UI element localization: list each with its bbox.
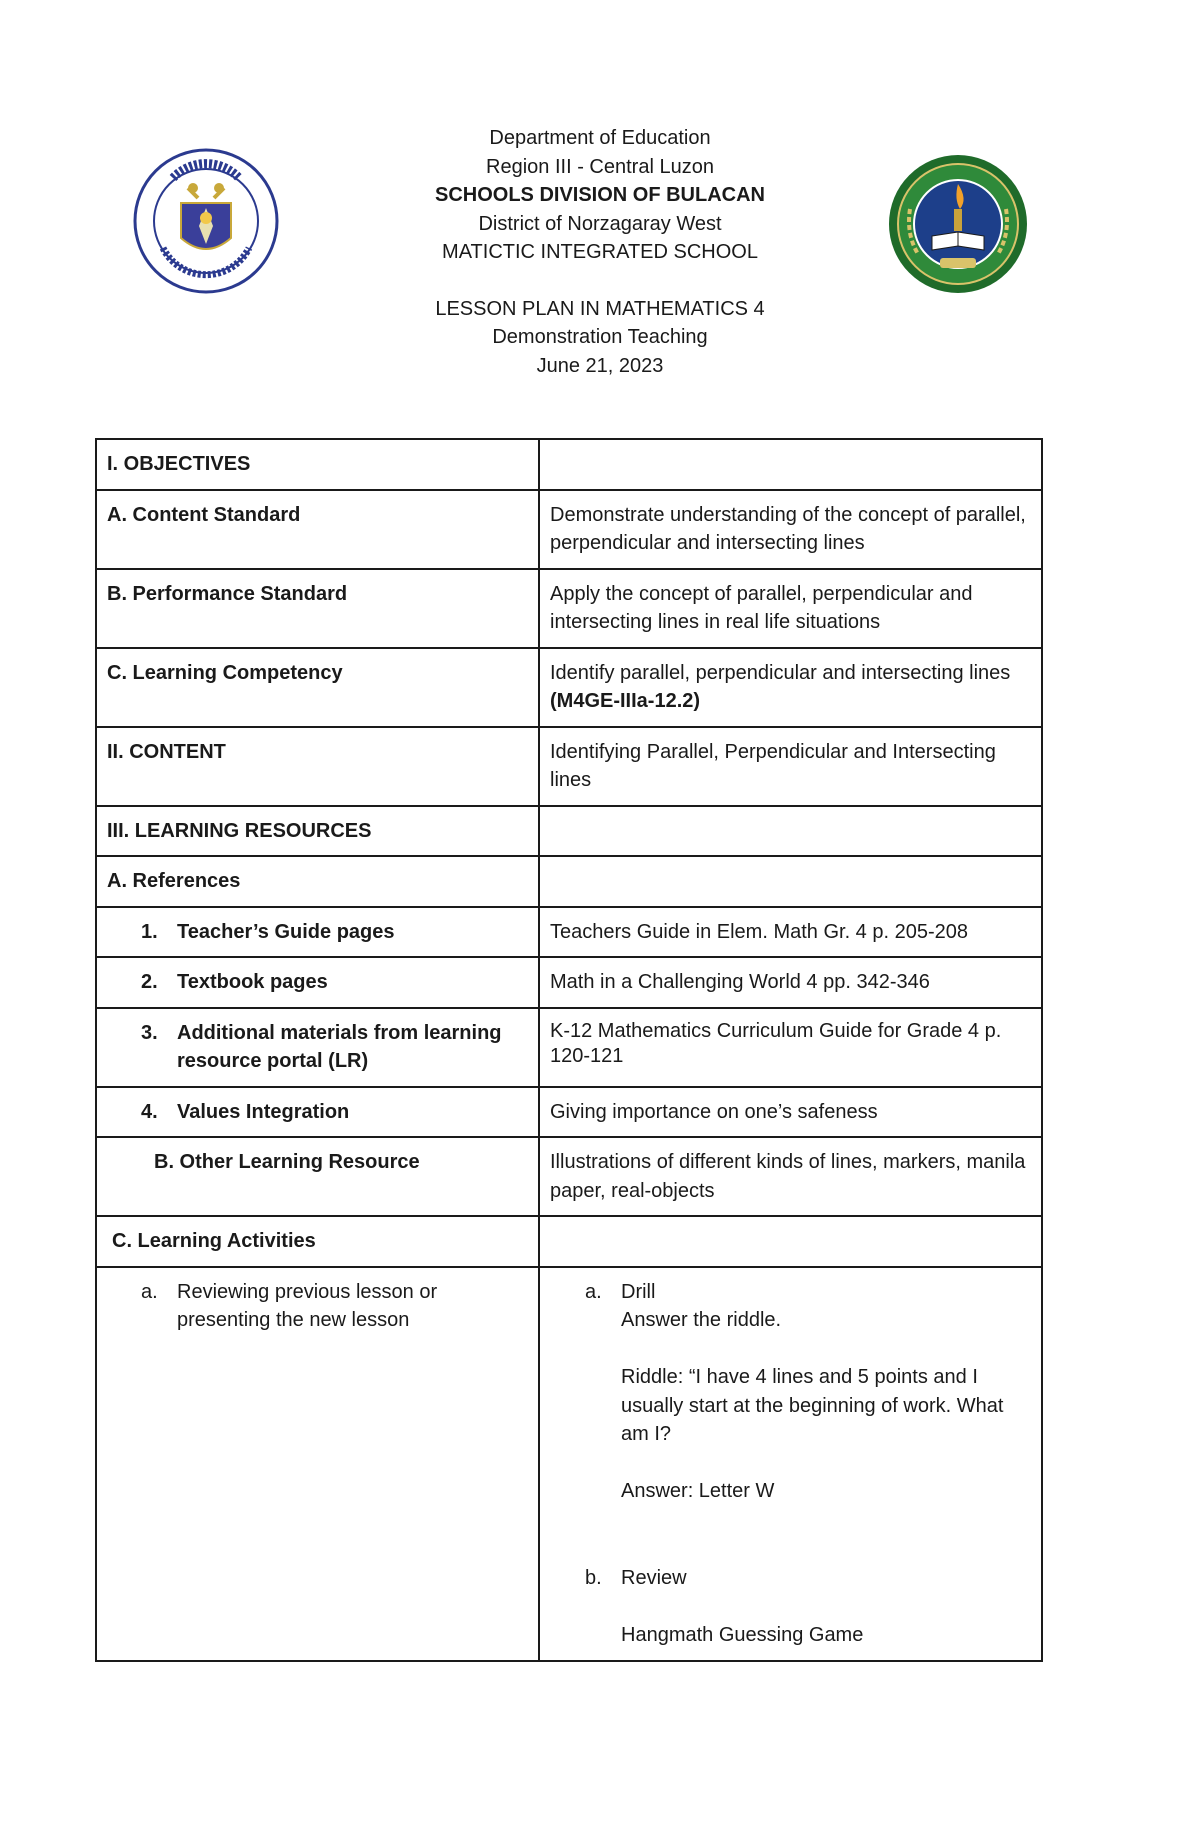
activities-value — [539, 1216, 1042, 1267]
table-row — [96, 1008, 1042, 1087]
school-seal-icon — [888, 154, 1028, 294]
table-row — [96, 856, 1042, 907]
performance-standard-value: Apply the concept of parallel, perpendicular and intersecting lines in real life situations — [539, 569, 1042, 648]
learning-competency-cell — [539, 648, 1042, 727]
references-value — [539, 856, 1042, 907]
activity-a-number: a. — [141, 1280, 158, 1303]
objectives-label: I. OBJECTIVES — [96, 439, 539, 490]
table-row — [96, 1137, 1042, 1216]
review-number: b. — [585, 1567, 602, 1589]
ref1-value: Teachers Guide in Elem. Math Gr. 4 p. 205-208 — [539, 907, 1042, 958]
ref3-cell — [96, 1008, 539, 1087]
table-row — [96, 806, 1042, 857]
ref4-cell — [96, 1087, 539, 1138]
content-value: Identifying Parallel, Perpendicular and Intersecting lines — [539, 727, 1042, 806]
ref1-label: Teacher’s Guide pages — [177, 920, 395, 943]
document-header — [0, 0, 1200, 400]
lesson-plan-table — [95, 438, 1043, 1662]
ref2-label: Textbook pages — [177, 971, 328, 993]
other-resource-cell — [96, 1137, 539, 1216]
table-row — [96, 907, 1042, 958]
header-line-3: SCHOOLS DIVISION OF BULACAN — [434, 184, 765, 206]
review-title: Review — [621, 1567, 687, 1589]
activity-a-content — [539, 1267, 1042, 1661]
ref2-value: Math in a Challenging World 4 pp. 342-346 — [539, 957, 1042, 1008]
table-row — [96, 1087, 1042, 1138]
header-line-2: Region III - Central Luzon — [486, 155, 714, 178]
resources-value — [539, 806, 1042, 857]
table-row — [96, 569, 1042, 648]
header-line-6: LESSON PLAN IN MATHEMATICS 4 — [435, 297, 765, 320]
activity-a-cell — [96, 1267, 539, 1661]
table-row — [96, 439, 1042, 490]
learning-competency-code: (M4GE-IIIa-12.2) — [550, 690, 701, 712]
header-gap — [300, 267, 900, 295]
table-row — [96, 957, 1042, 1008]
learning-competency-label: C. Learning Competency — [96, 648, 539, 727]
table-row — [96, 490, 1042, 569]
drill-number: a. — [585, 1280, 602, 1303]
other-resource-label: B. Other Learning Resource — [154, 1151, 420, 1173]
drill-title: Drill — [621, 1280, 656, 1303]
ref4-label: Values Integration — [177, 1100, 350, 1123]
header-line-5: MATICTIC INTEGRATED SCHOOL — [442, 241, 758, 263]
table-row — [96, 1216, 1042, 1267]
table-row — [96, 648, 1042, 727]
ref2-cell — [96, 957, 539, 1008]
content-label: II. CONTENT — [96, 727, 539, 806]
ref1-cell — [96, 907, 539, 958]
references-label: A. References — [96, 856, 539, 907]
performance-standard-label: B. Performance Standard — [96, 569, 539, 648]
activities-cell — [96, 1216, 539, 1267]
resources-label: III. LEARNING RESOURCES — [96, 806, 539, 857]
deped-seal-icon — [133, 148, 279, 294]
ref2-number: 2. — [141, 971, 158, 993]
header-text-block — [300, 124, 900, 380]
learning-competency-value: Identify parallel, perpendicular and intersecting lines — [550, 661, 1011, 684]
ref3-number: 3. — [141, 1021, 158, 1044]
drill-riddle: Riddle: “I have 4 lines and 5 points and I usually start at the beginning of work. What am I? — [621, 1366, 1004, 1445]
other-resource-value: Illustrations of different kinds of lines, markers, manila paper, real-objects — [539, 1137, 1042, 1216]
ref4-value: Giving importance on one’s safeness — [539, 1087, 1042, 1138]
objectives-value — [539, 439, 1042, 490]
content-standard-label: A. Content Standard — [96, 490, 539, 569]
content-standard-value: Demonstrate understanding of the concept of parallel, perpendicular and intersecting lines — [539, 490, 1042, 569]
drill-instruction: Answer the riddle. — [621, 1309, 782, 1331]
drill-answer: Answer: Letter W — [621, 1480, 775, 1502]
table-row — [96, 1267, 1042, 1661]
header-line-1: Department of Education — [489, 127, 711, 149]
activity-a-label: Reviewing previous lesson or presenting the new lesson — [177, 1280, 438, 1331]
review-game: Hangmath Guessing Game — [621, 1624, 864, 1646]
ref4-number: 4. — [141, 1100, 158, 1123]
header-line-8: June 21, 2023 — [536, 354, 664, 377]
ref3-value: K-12 Mathematics Curriculum Guide for Grade 4 p. 120-121 — [539, 1008, 1042, 1087]
table-row — [96, 727, 1042, 806]
header-line-7: Demonstration Teaching — [492, 326, 708, 348]
ref3-label: Additional materials from learning resource portal (LR) — [177, 1021, 502, 1072]
header-line-4: District of Norzagaray West — [478, 212, 722, 235]
activities-label: C. Learning Activities — [112, 1230, 316, 1252]
ref1-number: 1. — [141, 920, 158, 943]
